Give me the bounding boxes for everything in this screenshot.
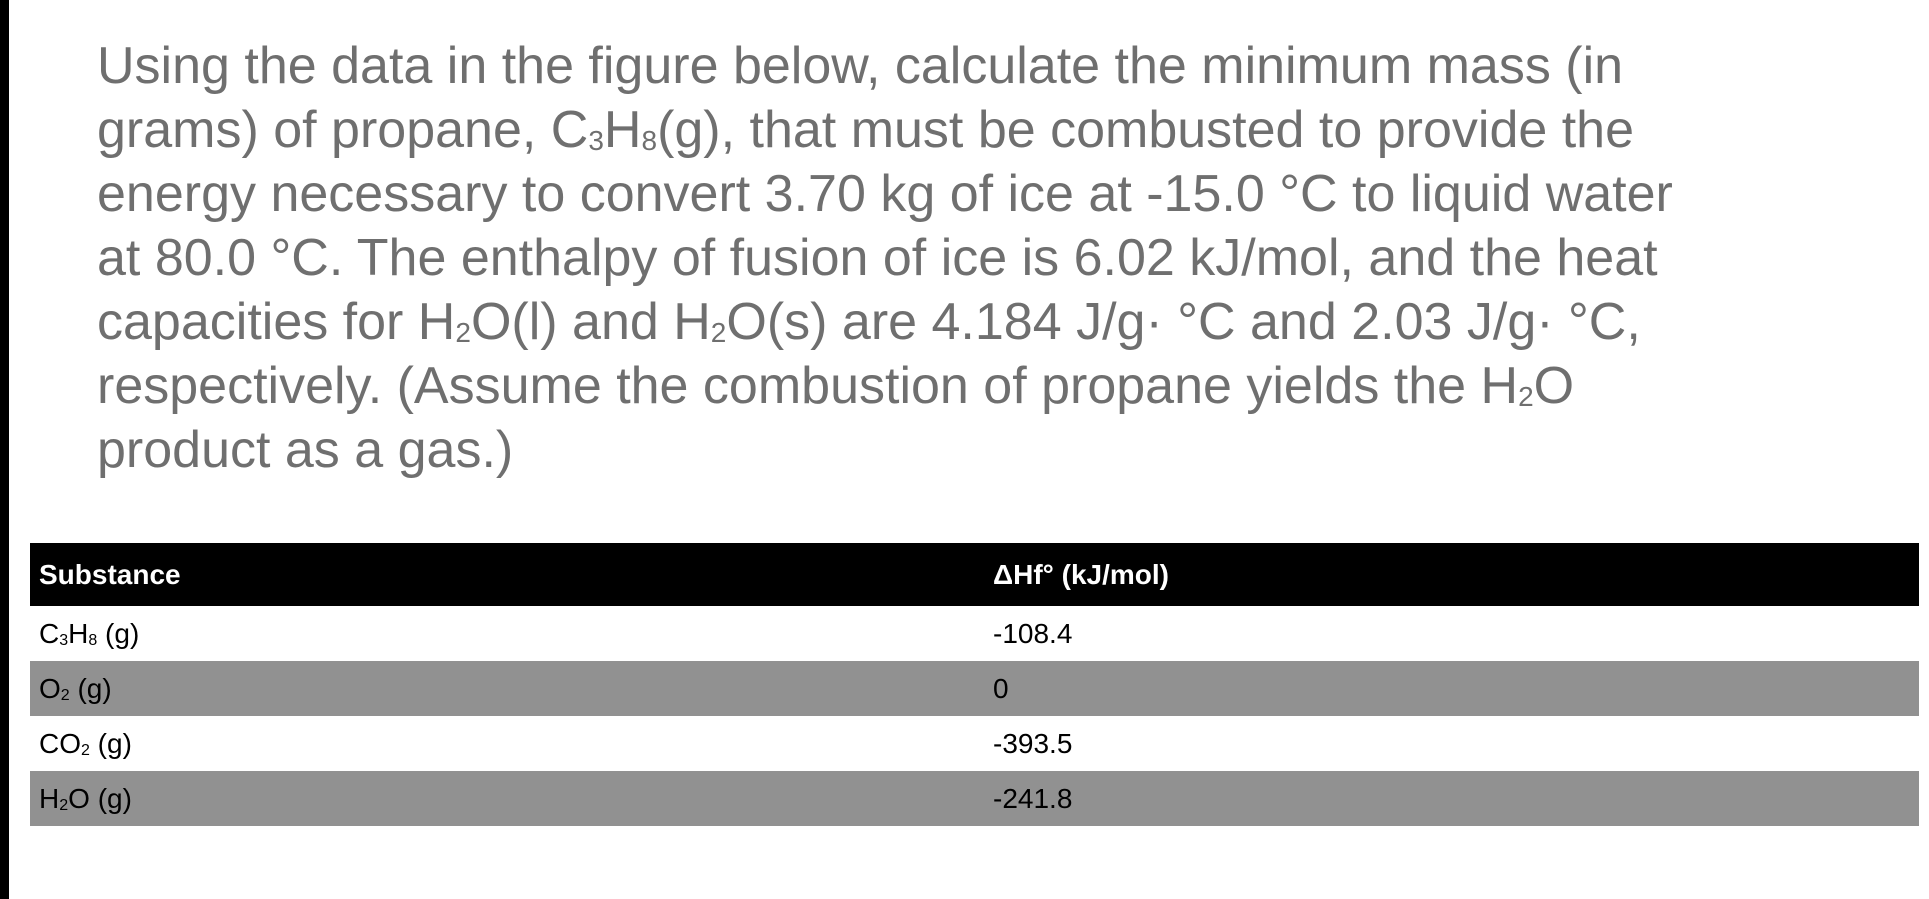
table-row — [30, 716, 1919, 771]
subscript: 2 — [59, 796, 69, 814]
enthalpy-table — [30, 543, 1919, 826]
table-row — [30, 661, 1919, 716]
question-line-4: at 80.0 °C. The enthalpy of fusion of ice is 6.02 kJ/mol, and the heat — [97, 229, 1658, 287]
table-header-row — [30, 543, 1919, 606]
question-line-5: capacities for H2O(l) and H2O(s) are 4.184 J/g· °C and 2.03 J/g· °C, — [97, 293, 1641, 351]
question-text — [97, 34, 1897, 482]
question-line-2: grams) of propane, C3H8(g), that must be combusted to provide the — [97, 101, 1635, 159]
table-row — [30, 606, 1919, 661]
question-line-1: Using the data in the figure below, calculate the minimum mass (in — [97, 37, 1624, 95]
header-enthalpy: ΔHf° (kJ/mol) — [984, 543, 1919, 606]
cell-substance: O2 (g) — [30, 661, 984, 716]
subscript: 8 — [641, 125, 658, 156]
cell-substance: H2O (g) — [30, 771, 984, 826]
question-line-3: energy necessary to convert 3.70 kg of ice at -15.0 °C to liquid water — [97, 165, 1673, 223]
subscript: 2 — [81, 741, 90, 759]
cell-substance: C3H8 (g) — [39, 617, 140, 649]
subscript: 2 — [455, 317, 471, 348]
cell-enthalpy: -108.4 — [993, 617, 1073, 649]
question-line-7: product as a gas.) — [97, 421, 514, 479]
cell-enthalpy: 0 — [984, 661, 1919, 716]
cell-enthalpy: -393.5 — [993, 727, 1073, 759]
subscript: 2 — [710, 317, 727, 348]
table-row — [30, 771, 1919, 826]
subscript: 8 — [88, 631, 98, 649]
subscript: 3 — [588, 125, 604, 156]
subscript: 3 — [59, 631, 69, 649]
subscript: 2 — [1518, 381, 1534, 412]
cell-enthalpy: -241.8 — [984, 771, 1919, 826]
header-substance: Substance — [30, 543, 984, 606]
cell-substance: CO2 (g) — [39, 727, 132, 759]
question-line-6: respectively. (Assume the combustion of propane yields the H2O — [97, 357, 1575, 415]
left-border-bar — [0, 0, 9, 899]
subscript: 2 — [60, 686, 70, 704]
